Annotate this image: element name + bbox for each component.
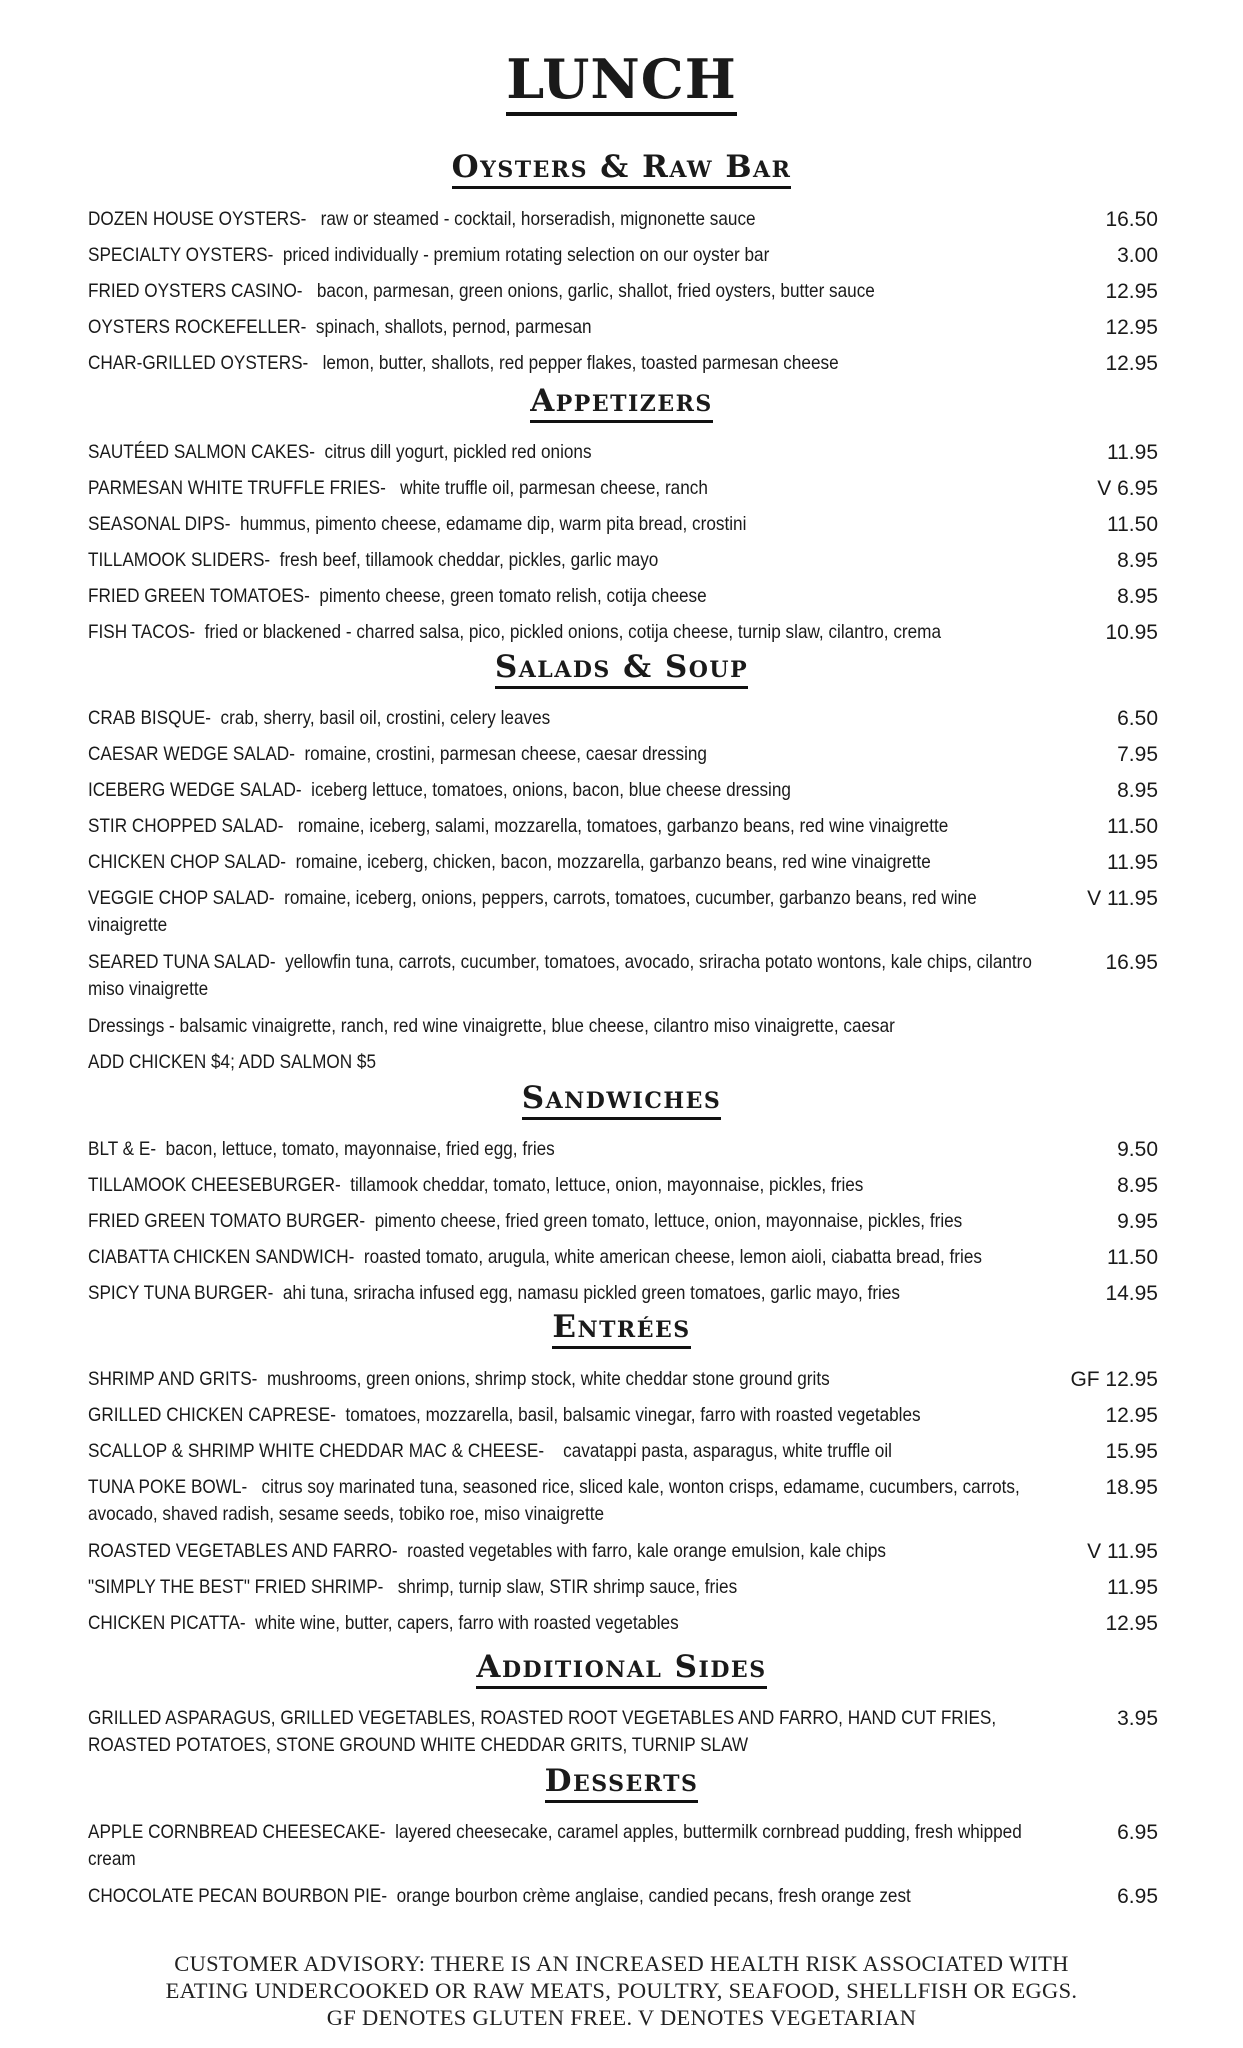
item-description: priced individually - premium rotating selection on our oyster bar: [282, 244, 770, 266]
item-price: 14.95: [1105, 1282, 1158, 1305]
item-name: FISH TACOS-: [88, 621, 196, 643]
item-description: romaine, crostini, parmesan cheese, caesar dressing: [304, 743, 707, 765]
advisory-line: GF DENOTES GLUTEN FREE. V DENOTES VEGETARIAN: [326, 2005, 917, 2030]
item-description: raw or steamed - cocktail, horseradish, mignonette sauce: [320, 208, 756, 230]
item-name: CHOCOLATE PECAN BOURBON PIE-: [88, 1885, 388, 1907]
item-price: 12.95: [1105, 1404, 1158, 1427]
item-description: fresh beef, tillamook cheddar, pickles, garlic mayo: [279, 549, 659, 571]
section-title-oysters: Oysters & Raw Bar: [0, 152, 1243, 189]
section-title-appetizers: Appetizers: [0, 386, 1243, 423]
item-description: spinach, shallots, pernod, parmesan: [315, 316, 592, 338]
item-price: V 11.95: [1087, 1540, 1158, 1563]
item-description: crab, sherry, basil oil, crostini, celery leaves: [220, 707, 551, 729]
item-price: 8.95: [1117, 1174, 1158, 1197]
item-price: 7.95: [1117, 743, 1158, 766]
item-description: bacon, lettuce, tomato, mayonnaise, fried egg, fries: [165, 1138, 555, 1160]
item-description: romaine, iceberg, salami, mozzarella, tomatoes, garbanzo beans, red wine vinaigrette: [297, 815, 949, 837]
item-name: SPECIALTY OYSTERS-: [88, 244, 274, 266]
dressings-note: Dressings - balsamic vinaigrette, ranch, red wine vinaigrette, blue cheese, cilantro miso vinaigrette, caesar: [88, 1015, 895, 1037]
item-price: 15.95: [1105, 1440, 1158, 1463]
item-description: iceberg lettuce, tomatoes, onions, bacon, blue cheese dressing: [311, 779, 791, 801]
section-desserts: [0, 1763, 1243, 1803]
item-description: romaine, iceberg, onions, peppers, carrots, tomatoes, cucumber, garbanzo beans, red wine vinaigrette: [88, 887, 977, 936]
item-description: fried or blackened - charred salsa, pico, pickled onions, cotija cheese, turnip slaw, cilantro, crema: [204, 621, 941, 643]
section-appetizers: [0, 383, 1243, 423]
section-sides: [0, 1649, 1243, 1689]
section-entrees: [0, 1309, 1243, 1349]
item-description: citrus dill yogurt, pickled red onions: [324, 441, 592, 463]
item-name: ROASTED VEGETABLES AND FARRO-: [88, 1540, 398, 1562]
menu-title-text: LUNCH: [506, 52, 736, 116]
item-description: cavatappi pasta, asparagus, white truffle oil: [563, 1440, 892, 1462]
item-description: pimento cheese, fried green tomato, lettuce, onion, mayonnaise, pickles, fries: [374, 1210, 963, 1232]
item-price: 6.95: [1117, 1821, 1158, 1844]
item-name: SPICY TUNA BURGER-: [88, 1282, 274, 1304]
item-price: 12.95: [1105, 1612, 1158, 1635]
item-name: SAUTÉED SALMON CAKES-: [88, 441, 315, 463]
add-protein-note: ADD CHICKEN $4; ADD SALMON $5: [88, 1051, 376, 1073]
section-title-sides: Additional Sides: [0, 1652, 1243, 1689]
item-name: PARMESAN WHITE TRUFFLE FRIES-: [88, 477, 386, 499]
item-name: CAESAR WEDGE SALAD-: [88, 743, 295, 765]
item-price: V 6.95: [1097, 477, 1158, 500]
item-description: pimento cheese, green tomato relish, cotija cheese: [319, 585, 707, 607]
item-name: CRAB BISQUE-: [88, 707, 212, 729]
item-description: tomatoes, mozzarella, basil, balsamic vinegar, farro with roasted vegetables: [345, 1404, 921, 1426]
section-oysters: [0, 149, 1243, 189]
item-name: TUNA POKE BOWL-: [88, 1476, 248, 1498]
item-name: TILLAMOOK CHEESEBURGER-: [88, 1174, 341, 1196]
item-description: citrus soy marinated tuna, seasoned rice, sliced kale, wonton crisps, edamame, cucumbers, carrots, avocado, shaved radish, sesame seeds, tobiko roe, miso vinaigrette: [88, 1476, 1020, 1525]
item-name: BLT & E-: [88, 1138, 157, 1160]
item-price: 18.95: [1105, 1476, 1158, 1499]
item-description: mushrooms, green onions, shrimp stock, white cheddar stone ground grits: [266, 1368, 830, 1390]
customer-advisory: [0, 1950, 1243, 2031]
section-salads: [0, 649, 1243, 689]
item-name: SCALLOP & SHRIMP WHITE CHEDDAR MAC & CHEESE-: [88, 1440, 545, 1462]
item-name: CIABATTA CHICKEN SANDWICH-: [88, 1246, 355, 1268]
item-name: SHRIMP AND GRITS-: [88, 1368, 258, 1390]
item-name: VEGGIE CHOP SALAD-: [88, 887, 275, 909]
section-title-entrees: Entrées: [0, 1312, 1243, 1349]
item-price: 12.95: [1105, 280, 1158, 303]
item-price: 12.95: [1105, 352, 1158, 375]
item-price: 11.50: [1107, 513, 1158, 536]
item-name: OYSTERS ROCKEFELLER-: [88, 316, 307, 338]
section-sandwiches: [0, 1080, 1243, 1120]
item-name: CHICKEN PICATTA-: [88, 1612, 246, 1634]
item-description: roasted vegetables with farro, kale orange emulsion, kale chips: [407, 1540, 886, 1562]
item-price: 8.95: [1117, 779, 1158, 802]
item-price: 11.50: [1107, 1246, 1158, 1269]
advisory-line: EATING UNDERCOOKED OR RAW MEATS, POULTRY, SEAFOOD, SHELLFISH OR EGGS.: [165, 1978, 1078, 2003]
item-name: CHAR-GRILLED OYSTERS-: [88, 352, 309, 374]
item-description: hummus, pimento cheese, edamame dip, warm pita bread, crostini: [239, 513, 747, 535]
item-description: GRILLED ASPARAGUS, GRILLED VEGETABLES, ROASTED ROOT VEGETABLES AND FARRO, HAND CUT FRIES, ROASTED POTATOES, STONE GROUND WHITE CHEDDAR GRITS, TURNIP SLAW: [88, 1707, 997, 1756]
item-description: bacon, parmesan, green onions, garlic, shallot, fried oysters, butter sauce: [316, 280, 875, 302]
item-price: 10.95: [1105, 621, 1158, 644]
item-price: 9.95: [1117, 1210, 1158, 1233]
section-title-desserts: Desserts: [0, 1766, 1243, 1803]
item-name: FRIED GREEN TOMATO BURGER-: [88, 1210, 366, 1232]
item-name: TILLAMOOK SLIDERS-: [88, 549, 271, 571]
item-price: 16.95: [1105, 951, 1158, 974]
item-price: 11.95: [1107, 441, 1158, 464]
item-name: DOZEN HOUSE OYSTERS-: [88, 208, 307, 230]
advisory-line: CUSTOMER ADVISORY: THERE IS AN INCREASED HEALTH RISK ASSOCIATED WITH: [174, 1951, 1069, 1976]
item-name: STIR CHOPPED SALAD-: [88, 815, 284, 837]
item-description: roasted tomato, arugula, white american cheese, lemon aioli, ciabatta bread, fries: [363, 1246, 982, 1268]
item-price: 3.00: [1117, 244, 1158, 267]
item-description: white truffle oil, parmesan cheese, ranch: [400, 477, 708, 499]
item-price: 16.50: [1105, 208, 1158, 231]
item-price: 11.50: [1107, 815, 1158, 838]
item-name: GRILLED CHICKEN CAPRESE-: [88, 1404, 336, 1426]
item-description: white wine, butter, capers, farro with roasted vegetables: [255, 1612, 679, 1634]
item-price: GF 12.95: [1070, 1368, 1158, 1391]
item-price: 6.50: [1117, 707, 1158, 730]
item-name: SEARED TUNA SALAD-: [88, 951, 276, 973]
item-name: "SIMPLY THE BEST" FRIED SHRIMP-: [88, 1576, 384, 1598]
item-description: tillamook cheddar, tomato, lettuce, onion, mayonnaise, pickles, fries: [350, 1174, 864, 1196]
item-price: 9.50: [1117, 1138, 1158, 1161]
item-description: romaine, iceberg, chicken, bacon, mozzarella, garbanzo beans, red wine vinaigrette: [295, 851, 931, 873]
item-description: yellowfin tuna, carrots, cucumber, tomatoes, avocado, sriracha potato wontons, kale chips, cilantro miso vinaigrette: [88, 951, 1032, 1000]
item-description: ahi tuna, sriracha infused egg, namasu pickled green tomatoes, garlic mayo, fries: [282, 1282, 900, 1304]
item-price: 11.95: [1107, 1576, 1158, 1599]
item-name: ICEBERG WEDGE SALAD-: [88, 779, 302, 801]
section-title-salads: Salads & Soup: [0, 652, 1243, 689]
item-price: 11.95: [1107, 851, 1158, 874]
item-price: 8.95: [1117, 549, 1158, 572]
item-name: FRIED OYSTERS CASINO-: [88, 280, 303, 302]
item-description: lemon, butter, shallots, red pepper flakes, toasted parmesan cheese: [322, 352, 839, 374]
item-price: V 11.95: [1087, 887, 1158, 910]
item-description: layered cheesecake, caramel apples, buttermilk cornbread pudding, fresh whipped cream: [88, 1821, 1022, 1870]
item-price: 8.95: [1117, 585, 1158, 608]
item-price: 12.95: [1105, 316, 1158, 339]
item-description: orange bourbon crème anglaise, candied pecans, fresh orange zest: [396, 1885, 911, 1907]
menu-title: [0, 47, 1243, 116]
item-name: APPLE CORNBREAD CHEESECAKE-: [88, 1821, 386, 1843]
item-name: FRIED GREEN TOMATOES-: [88, 585, 310, 607]
item-description: shrimp, turnip slaw, STIR shrimp sauce, fries: [397, 1576, 738, 1598]
item-price: 3.95: [1117, 1707, 1158, 1730]
item-name: SEASONAL DIPS-: [88, 513, 231, 535]
item-name: CHICKEN CHOP SALAD-: [88, 851, 287, 873]
item-price: 6.95: [1117, 1885, 1158, 1908]
section-title-sandwiches: Sandwiches: [0, 1083, 1243, 1120]
